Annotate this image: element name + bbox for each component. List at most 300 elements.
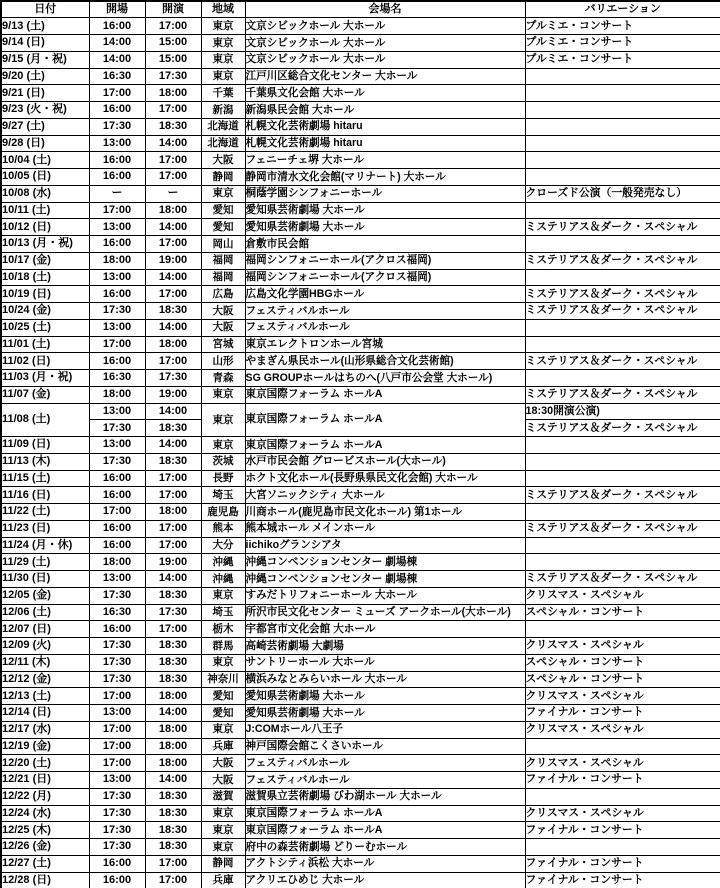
cell-variation xyxy=(525,319,720,336)
cell-date: 12/05 (金) xyxy=(1,587,89,604)
cell-date: 9/13 (土) xyxy=(1,18,89,35)
cell-open-time: 13:00 xyxy=(89,571,145,588)
cell-venue: 新潟県民会館 大ホール xyxy=(245,102,525,119)
cell-region: 茨城 xyxy=(201,453,245,470)
cell-region: 神奈川 xyxy=(201,671,245,688)
cell-region: 沖縄 xyxy=(201,571,245,588)
schedule-row xyxy=(1,403,720,420)
cell-region: 東京 xyxy=(201,51,245,68)
cell-open-time: 17:00 xyxy=(89,504,145,521)
cell-date: 11/16 (日) xyxy=(1,487,89,504)
cell-variation xyxy=(525,839,720,856)
cell-region: 東京 xyxy=(201,721,245,738)
cell-start-time: 17:00 xyxy=(145,152,201,169)
cell-date: 12/28 (日) xyxy=(1,872,89,888)
cell-variation xyxy=(525,453,720,470)
cell-open-time: 17:00 xyxy=(89,755,145,772)
cell-start-time: 14:00 xyxy=(145,437,201,454)
cell-region: 愛知 xyxy=(201,688,245,705)
cell-venue: 広島文化学園HBGホール xyxy=(245,286,525,303)
cell-region: 埼玉 xyxy=(201,487,245,504)
cell-open-time: 14:00 xyxy=(89,35,145,52)
cell-region: 兵庫 xyxy=(201,738,245,755)
cell-open-time: 17:30 xyxy=(89,638,145,655)
cell-start-time: 14:00 xyxy=(145,269,201,286)
cell-region: 北海道 xyxy=(201,118,245,135)
cell-open-time: 16:30 xyxy=(89,68,145,85)
cell-open-time: 17:00 xyxy=(89,738,145,755)
cell-region: 北海道 xyxy=(201,135,245,152)
cell-start-time: 18:30 xyxy=(145,788,201,805)
cell-region: 長野 xyxy=(201,470,245,487)
cell-variation xyxy=(525,554,720,571)
cell-variation xyxy=(525,85,720,102)
schedule-row xyxy=(1,336,720,353)
cell-region: 東京 xyxy=(201,403,245,437)
cell-venue: 文京シビックホール 大ホール xyxy=(245,51,525,68)
cell-date: 12/20 (土) xyxy=(1,755,89,772)
cell-start-time: 19:00 xyxy=(145,554,201,571)
cell-date: 12/07 (日) xyxy=(1,621,89,638)
cell-variation: ミステリアス＆ダーク・スペシャル xyxy=(525,520,720,537)
column-header-open: 開場 xyxy=(89,1,145,18)
cell-venue: 江戸川区総合文化センター 大ホール xyxy=(245,68,525,85)
cell-region: 東京 xyxy=(201,35,245,52)
cell-start-time: 17:00 xyxy=(145,102,201,119)
cell-open-time: 16:00 xyxy=(89,102,145,119)
cell-open-time: 17:30 xyxy=(89,788,145,805)
schedule-row xyxy=(1,386,720,403)
cell-venue: iichikoグランシアタ xyxy=(245,537,525,554)
column-header-venue: 会場名 xyxy=(245,1,525,18)
cell-open-time: 16:00 xyxy=(89,520,145,537)
cell-date: 9/23 (火・祝) xyxy=(1,102,89,119)
cell-open-time: 16:00 xyxy=(89,152,145,169)
cell-start-time: 15:00 xyxy=(145,35,201,52)
cell-open-time: 13:00 xyxy=(89,403,145,420)
cell-venue: 文京シビックホール 大ホール xyxy=(245,18,525,35)
cell-start-time: 14:00 xyxy=(145,772,201,789)
cell-variation: ファイナル・コンサート xyxy=(525,872,720,888)
schedule-row xyxy=(1,604,720,621)
cell-variation: クローズド公演（一般発売なし） xyxy=(525,185,720,202)
cell-variation: ミステリアス＆ダーク・スペシャル xyxy=(525,219,720,236)
cell-variation: プルミエ・コンサート xyxy=(525,35,720,52)
cell-variation: ミステリアス＆ダーク・スペシャル xyxy=(525,487,720,504)
schedule-row xyxy=(1,537,720,554)
cell-venue: フェスティバルホール xyxy=(245,319,525,336)
schedule-row xyxy=(1,219,720,236)
cell-variation xyxy=(525,236,720,253)
cell-venue: 文京シビックホール 大ホール xyxy=(245,35,525,52)
cell-variation: ミステリアス＆ダーク・スペシャル xyxy=(525,303,720,320)
cell-venue: 神戸国際会館こくさいホール xyxy=(245,738,525,755)
cell-venue: 宇都宮市文化会館 大ホール xyxy=(245,621,525,638)
cell-date: 11/01 (土) xyxy=(1,336,89,353)
cell-date: 11/07 (金) xyxy=(1,386,89,403)
schedule-row xyxy=(1,68,720,85)
cell-venue: 所沢市民文化センター ミューズ アークホール(大ホール) xyxy=(245,604,525,621)
cell-open-time: 16:00 xyxy=(89,169,145,186)
cell-venue: 東京国際フォーラム ホールA xyxy=(245,437,525,454)
cell-open-time: 17:30 xyxy=(89,303,145,320)
cell-venue: フェスティバルホール xyxy=(245,755,525,772)
cell-start-time: 18:00 xyxy=(145,721,201,738)
cell-date: 10/25 (土) xyxy=(1,319,89,336)
schedule-row xyxy=(1,303,720,320)
cell-open-time: 17:30 xyxy=(89,839,145,856)
cell-venue: 沖縄コンベンションセンター 劇場棟 xyxy=(245,571,525,588)
cell-open-time: 16:00 xyxy=(89,872,145,888)
schedule-row xyxy=(1,102,720,119)
cell-date: 10/04 (土) xyxy=(1,152,89,169)
cell-open-time: 17:30 xyxy=(89,587,145,604)
cell-open-time: 14:00 xyxy=(89,51,145,68)
cell-region: 東京 xyxy=(201,437,245,454)
cell-region: 愛知 xyxy=(201,219,245,236)
cell-region: 愛知 xyxy=(201,705,245,722)
cell-venue: 東京国際フォーラム ホールA xyxy=(245,386,525,403)
schedule-row xyxy=(1,772,720,789)
cell-variation xyxy=(525,738,720,755)
cell-venue: 静岡市清水文化会館(マリナート) 大ホール xyxy=(245,169,525,186)
schedule-row xyxy=(1,286,720,303)
schedule-row xyxy=(1,35,720,52)
cell-open-time: 17:30 xyxy=(89,118,145,135)
cell-region: 広島 xyxy=(201,286,245,303)
cell-open-time: 17:30 xyxy=(89,420,145,437)
column-header-date: 日付 xyxy=(1,1,89,18)
schedule-row xyxy=(1,319,720,336)
cell-start-time: 18:30 xyxy=(145,638,201,655)
cell-region: 大阪 xyxy=(201,152,245,169)
cell-region: 埼玉 xyxy=(201,604,245,621)
cell-region: 福岡 xyxy=(201,252,245,269)
schedule-row xyxy=(1,353,720,370)
cell-date: 12/17 (水) xyxy=(1,721,89,738)
cell-start-time: 18:30 xyxy=(145,654,201,671)
cell-variation: スペシャル・コンサート xyxy=(525,671,720,688)
cell-region: 群馬 xyxy=(201,638,245,655)
cell-date: 12/06 (土) xyxy=(1,604,89,621)
cell-date: 10/05 (日) xyxy=(1,169,89,186)
cell-date: 9/15 (月・祝) xyxy=(1,51,89,68)
cell-date: 10/08 (水) xyxy=(1,185,89,202)
schedule-row xyxy=(1,18,720,35)
cell-variation: スペシャル・コンサート xyxy=(525,604,720,621)
cell-open-time: 16:00 xyxy=(89,470,145,487)
cell-region: 東京 xyxy=(201,822,245,839)
cell-venue: 東京国際フォーラム ホールA xyxy=(245,822,525,839)
cell-region: 沖縄 xyxy=(201,554,245,571)
cell-start-time: 18:30 xyxy=(145,587,201,604)
schedule-row xyxy=(1,554,720,571)
cell-venue: アクトシティ浜松 大ホール xyxy=(245,855,525,872)
schedule-row xyxy=(1,587,720,604)
cell-open-time: 13:00 xyxy=(89,269,145,286)
cell-open-time: 17:30 xyxy=(89,654,145,671)
cell-start-time: 18:00 xyxy=(145,755,201,772)
cell-variation xyxy=(525,336,720,353)
cell-date: 11/29 (土) xyxy=(1,554,89,571)
schedule-row xyxy=(1,202,720,219)
cell-start-time: 17:00 xyxy=(145,621,201,638)
cell-venue: SG GROUPホールはちのへ(八戸市公会堂 大ホール) xyxy=(245,370,525,387)
cell-venue: 横浜みなとみらいホール 大ホール xyxy=(245,671,525,688)
cell-region: 鹿児島 xyxy=(201,504,245,521)
schedule-row xyxy=(1,135,720,152)
cell-date: 11/22 (土) xyxy=(1,504,89,521)
cell-open-time: ー xyxy=(89,185,145,202)
cell-date: 12/24 (水) xyxy=(1,805,89,822)
cell-region: 東京 xyxy=(201,185,245,202)
schedule-row xyxy=(1,855,720,872)
cell-region: 熊本 xyxy=(201,520,245,537)
schedule-row xyxy=(1,872,720,888)
cell-date: 11/30 (日) xyxy=(1,571,89,588)
cell-start-time: 17:00 xyxy=(145,487,201,504)
cell-start-time: 18:30 xyxy=(145,839,201,856)
cell-start-time: 17:30 xyxy=(145,370,201,387)
schedule-row xyxy=(1,252,720,269)
cell-region: 滋賀 xyxy=(201,788,245,805)
cell-variation xyxy=(525,621,720,638)
cell-region: 栃木 xyxy=(201,621,245,638)
cell-region: 東京 xyxy=(201,587,245,604)
cell-venue: すみだトリフォニーホール 大ホール xyxy=(245,587,525,604)
cell-open-time: 17:00 xyxy=(89,688,145,705)
cell-venue: J:COMホール八王子 xyxy=(245,721,525,738)
cell-venue: 札幌文化芸術劇場 hitaru xyxy=(245,118,525,135)
cell-date: 12/13 (土) xyxy=(1,688,89,705)
cell-open-time: 16:00 xyxy=(89,18,145,35)
cell-date: 12/12 (金) xyxy=(1,671,89,688)
cell-venue: 東京エレクトロンホール宮城 xyxy=(245,336,525,353)
cell-start-time: 18:00 xyxy=(145,688,201,705)
cell-variation xyxy=(525,169,720,186)
schedule-row xyxy=(1,118,720,135)
schedule-row xyxy=(1,638,720,655)
cell-variation xyxy=(525,118,720,135)
cell-variation: クリスマス・スペシャル xyxy=(525,755,720,772)
schedule-row xyxy=(1,169,720,186)
cell-variation: スペシャル・コンサート xyxy=(525,654,720,671)
schedule-row xyxy=(1,487,720,504)
cell-start-time: 17:00 xyxy=(145,169,201,186)
schedule-row xyxy=(1,85,720,102)
schedule-row xyxy=(1,571,720,588)
cell-variation xyxy=(525,152,720,169)
cell-open-time: 13:00 xyxy=(89,219,145,236)
cell-start-time: 18:00 xyxy=(145,85,201,102)
cell-variation: クリスマス・スペシャル xyxy=(525,688,720,705)
schedule-row xyxy=(1,269,720,286)
cell-start-time: 17:00 xyxy=(145,520,201,537)
cell-variation: ミステリアス＆ダーク・スペシャル xyxy=(525,571,720,588)
cell-start-time: 17:30 xyxy=(145,604,201,621)
cell-open-time: 16:00 xyxy=(89,487,145,504)
cell-open-time: 18:00 xyxy=(89,554,145,571)
cell-start-time: 17:00 xyxy=(145,537,201,554)
cell-variation xyxy=(525,370,720,387)
cell-start-time: 18:00 xyxy=(145,504,201,521)
schedule-row xyxy=(1,504,720,521)
cell-date: 11/23 (日) xyxy=(1,520,89,537)
cell-variation: ファイナル・コンサート xyxy=(525,772,720,789)
cell-variation: クリスマス・スペシャル xyxy=(525,805,720,822)
cell-start-time: 18:00 xyxy=(145,738,201,755)
cell-date: 10/17 (金) xyxy=(1,252,89,269)
cell-open-time: 18:00 xyxy=(89,252,145,269)
cell-start-time: 18:30 xyxy=(145,420,201,437)
cell-open-time: 13:00 xyxy=(89,772,145,789)
cell-variation: ミステリアス＆ダーク・スペシャル xyxy=(525,252,720,269)
cell-open-time: 16:30 xyxy=(89,604,145,621)
cell-open-time: 17:00 xyxy=(89,85,145,102)
cell-start-time: 18:00 xyxy=(145,336,201,353)
cell-region: 兵庫 xyxy=(201,872,245,888)
cell-start-time: 18:30 xyxy=(145,805,201,822)
cell-region: 東京 xyxy=(201,68,245,85)
cell-variation: ミステリアス＆ダーク・スペシャル xyxy=(525,286,720,303)
column-header-variation: バリエーション xyxy=(525,1,720,18)
cell-date: 11/15 (土) xyxy=(1,470,89,487)
schedule-row xyxy=(1,688,720,705)
cell-region: 東京 xyxy=(201,805,245,822)
cell-variation xyxy=(525,437,720,454)
cell-start-time: 14:00 xyxy=(145,705,201,722)
cell-date: 12/21 (日) xyxy=(1,772,89,789)
cell-date: 12/26 (金) xyxy=(1,839,89,856)
cell-start-time: 14:00 xyxy=(145,571,201,588)
cell-variation: ファイナル・コンサート xyxy=(525,855,720,872)
cell-region: 東京 xyxy=(201,654,245,671)
cell-open-time: 16:00 xyxy=(89,621,145,638)
cell-venue: 千葉県文化会館 大ホール xyxy=(245,85,525,102)
cell-date: 10/11 (土) xyxy=(1,202,89,219)
schedule-row xyxy=(1,671,720,688)
cell-variation xyxy=(525,470,720,487)
cell-variation xyxy=(525,102,720,119)
cell-venue: サントリーホール 大ホール xyxy=(245,654,525,671)
schedule-row xyxy=(1,755,720,772)
cell-start-time: 19:00 xyxy=(145,252,201,269)
cell-start-time: 17:00 xyxy=(145,470,201,487)
cell-variation xyxy=(525,504,720,521)
schedule-row xyxy=(1,470,720,487)
cell-open-time: 17:00 xyxy=(89,721,145,738)
cell-variation: ミステリアス＆ダーク・スペシャル xyxy=(525,386,720,403)
cell-start-time: 18:00 xyxy=(145,202,201,219)
cell-venue: ホクト文化ホール(長野県県民文化会館) 大ホール xyxy=(245,470,525,487)
cell-date: 9/20 (土) xyxy=(1,68,89,85)
cell-venue: 大宮ソニックシティ 大ホール xyxy=(245,487,525,504)
cell-variation xyxy=(525,68,720,85)
cell-venue: 川商ホール(鹿児島市民文化ホール) 第1ホール xyxy=(245,504,525,521)
cell-open-time: 17:30 xyxy=(89,805,145,822)
cell-date: 9/14 (日) xyxy=(1,35,89,52)
cell-date: 11/08 (土) xyxy=(1,403,89,437)
cell-venue: 倉敷市民会館 xyxy=(245,236,525,253)
cell-region: 大分 xyxy=(201,537,245,554)
cell-start-time: 17:30 xyxy=(145,68,201,85)
cell-start-time: 17:00 xyxy=(145,18,201,35)
cell-date: 9/21 (日) xyxy=(1,85,89,102)
cell-region: 新潟 xyxy=(201,102,245,119)
cell-start-time: 14:00 xyxy=(145,219,201,236)
cell-date: 10/24 (金) xyxy=(1,303,89,320)
cell-date: 9/27 (土) xyxy=(1,118,89,135)
cell-variation: ミステリアス＆ダーク・スペシャル xyxy=(525,353,720,370)
cell-venue: フェスティバルホール xyxy=(245,303,525,320)
cell-open-time: 17:30 xyxy=(89,453,145,470)
cell-date: 10/18 (土) xyxy=(1,269,89,286)
cell-variation: クリスマス・スペシャル xyxy=(525,587,720,604)
cell-region: 東京 xyxy=(201,386,245,403)
cell-date: 11/02 (日) xyxy=(1,353,89,370)
schedule-row xyxy=(1,621,720,638)
cell-start-time: 14:00 xyxy=(145,319,201,336)
cell-variation: ミステリアス＆ダーク・スペシャル xyxy=(525,420,720,437)
cell-venue: 府中の森芸術劇場 どりーむホール xyxy=(245,839,525,856)
schedule-row xyxy=(1,236,720,253)
cell-region: 東京 xyxy=(201,18,245,35)
cell-variation: プルミエ・コンサート xyxy=(525,51,720,68)
cell-start-time: 17:00 xyxy=(145,236,201,253)
cell-venue: 福岡シンフォニーホール(アクロス福岡) xyxy=(245,252,525,269)
cell-venue: 札幌文化芸術劇場 hitaru xyxy=(245,135,525,152)
cell-venue: 高崎芸術劇場 大劇場 xyxy=(245,638,525,655)
cell-open-time: 18:00 xyxy=(89,386,145,403)
cell-variation xyxy=(525,202,720,219)
schedule-row xyxy=(1,738,720,755)
cell-region: 岡山 xyxy=(201,236,245,253)
cell-region: 大阪 xyxy=(201,755,245,772)
cell-open-time: 16:00 xyxy=(89,353,145,370)
cell-venue: 沖縄コンベンションセンター 劇場棟 xyxy=(245,554,525,571)
cell-date: 11/24 (月・休) xyxy=(1,537,89,554)
cell-venue: フェスティバルホール xyxy=(245,772,525,789)
cell-date: 9/28 (日) xyxy=(1,135,89,152)
cell-venue: 愛知県芸術劇場 大ホール xyxy=(245,219,525,236)
cell-start-time: 19:00 xyxy=(145,386,201,403)
cell-variation xyxy=(525,269,720,286)
cell-venue: 滋賀県立芸術劇場 びわ湖ホール 大ホール xyxy=(245,788,525,805)
cell-open-time: 16:00 xyxy=(89,286,145,303)
cell-date: 10/13 (月・祝) xyxy=(1,236,89,253)
cell-start-time: 18:30 xyxy=(145,118,201,135)
cell-date: 12/22 (月) xyxy=(1,788,89,805)
schedule-row xyxy=(1,654,720,671)
cell-venue: 愛知県芸術劇場 大ホール xyxy=(245,688,525,705)
cell-region: 大阪 xyxy=(201,772,245,789)
cell-variation: 18:30開演公演) xyxy=(525,403,720,420)
cell-start-time: 18:30 xyxy=(145,303,201,320)
cell-variation: クリスマス・スペシャル xyxy=(525,721,720,738)
schedule-row xyxy=(1,822,720,839)
cell-venue: やまぎん県民ホール(山形県総合文化芸術館) xyxy=(245,353,525,370)
cell-variation xyxy=(525,135,720,152)
column-header-start: 開演 xyxy=(145,1,201,18)
cell-variation xyxy=(525,537,720,554)
cell-venue: 水戸市民会館 グロービスホール(大ホール) xyxy=(245,453,525,470)
cell-venue: アクリエひめじ 大ホール xyxy=(245,872,525,888)
cell-date: 11/09 (日) xyxy=(1,437,89,454)
cell-start-time: 15:00 xyxy=(145,51,201,68)
cell-venue: 福岡シンフォニーホール(アクロス福岡) xyxy=(245,269,525,286)
cell-date: 12/09 (火) xyxy=(1,638,89,655)
cell-open-time: 16:00 xyxy=(89,855,145,872)
